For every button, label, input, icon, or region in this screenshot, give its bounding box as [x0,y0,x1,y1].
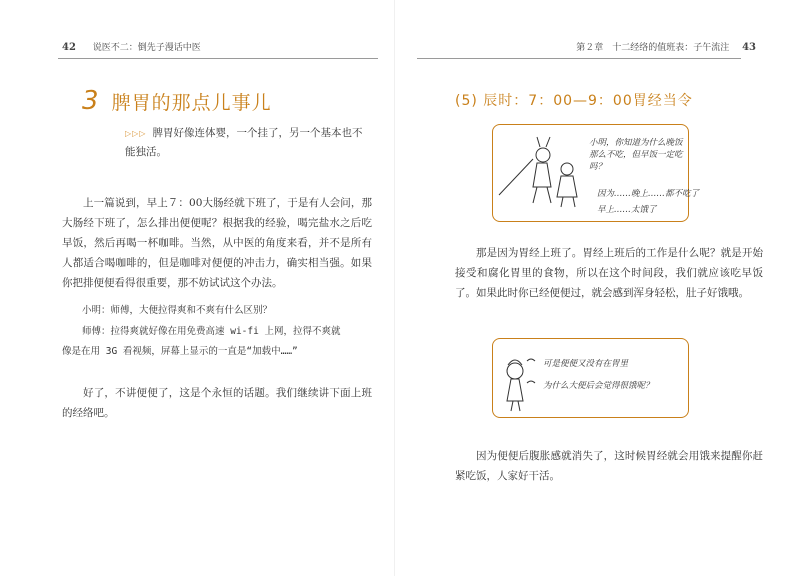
illustration-breakfast [492,124,700,222]
left-header-rule [58,58,378,59]
cartoon-person-icon [493,339,688,417]
subsection-title: (5) 辰时：7：00—9：00胃经当令 [455,93,693,109]
section-heading [82,86,272,116]
illustration-question [492,338,689,418]
right-running-head [576,40,756,53]
speech-bubble-text: 小明，你知道为什么晚饭那么不吃，但早饭一定吃吗？ [589,138,683,172]
right-paragraph-2: 因为便便后腹胀感就消失了，这时候胃经就会用饿来提醒你赶紧吃饭，人家好干活。 [455,450,763,482]
section-number: 3 [82,86,99,116]
caption-1: 因为……晚上……都不吃了 [597,189,700,199]
dialog-line-1: 小明：师傅，大便拉得爽和不爽有什么区别？ [82,305,273,316]
dialog-line-2a: 师傅：拉得爽就好像在用免费高速 wi-fi 上网，拉得不爽就 [82,326,341,337]
section-lead [125,124,365,161]
left-running-head [62,40,201,53]
thought-line-2: 为什么大便后会觉得很饿呢？ [543,381,654,391]
left-paragraph-2: 好了，不讲便便了，这是个永恒的话题。我们继续讲下面上班的经络吧。 [62,387,372,419]
lead-text: 脾胃好像连体婴，一个挂了，另一个基本也不能独活。 [125,127,363,158]
left-book-title: 说医不二：倒先子漫话中医 [92,43,201,53]
triangle-marker-icon: ▷▷▷ [125,129,147,138]
left-page-number: 42 [62,42,76,53]
left-paragraph-1: 上一篇说到，早上７：00大肠经就下班了，于是有人会问，那大肠经下班了，怎么排出便便呢？根据我的经验，喝完盐水之后吃早饭，然后再喝一杯咖啡。当然，从中医的角度来看，并不是所有人都适合喝咖啡的，但是咖啡对便便的冲击力，确实相当强。如果你把排便便看得很重要，那不妨试试这个办法。 [62,197,372,289]
right-page-number: 43 [742,42,756,53]
right-header-rule [417,58,741,59]
section-title: 脾胃的那点儿事儿 [111,92,272,114]
right-page [395,0,790,576]
right-paragraph-1: 那是因为胃经上班了。胃经上班后的工作是什么呢？就是开始接受和腐化胃里的食物，所以在这个时间段，我们就应该吃早饭了。如果此时你已经便便过，就会感到浑身轻松，肚子好饿哦。 [455,247,763,299]
dialog-line-2b: 像是在用 3G 看视频，屏幕上显示的一直是“加载中……” [62,346,298,357]
thought-line-1: 可是便便又没有在胃里 [543,359,629,369]
caption-2: 早上……太饿了 [597,205,657,215]
chapter-title: 第２章 十二经络的值班表：子午流注 [576,43,730,53]
